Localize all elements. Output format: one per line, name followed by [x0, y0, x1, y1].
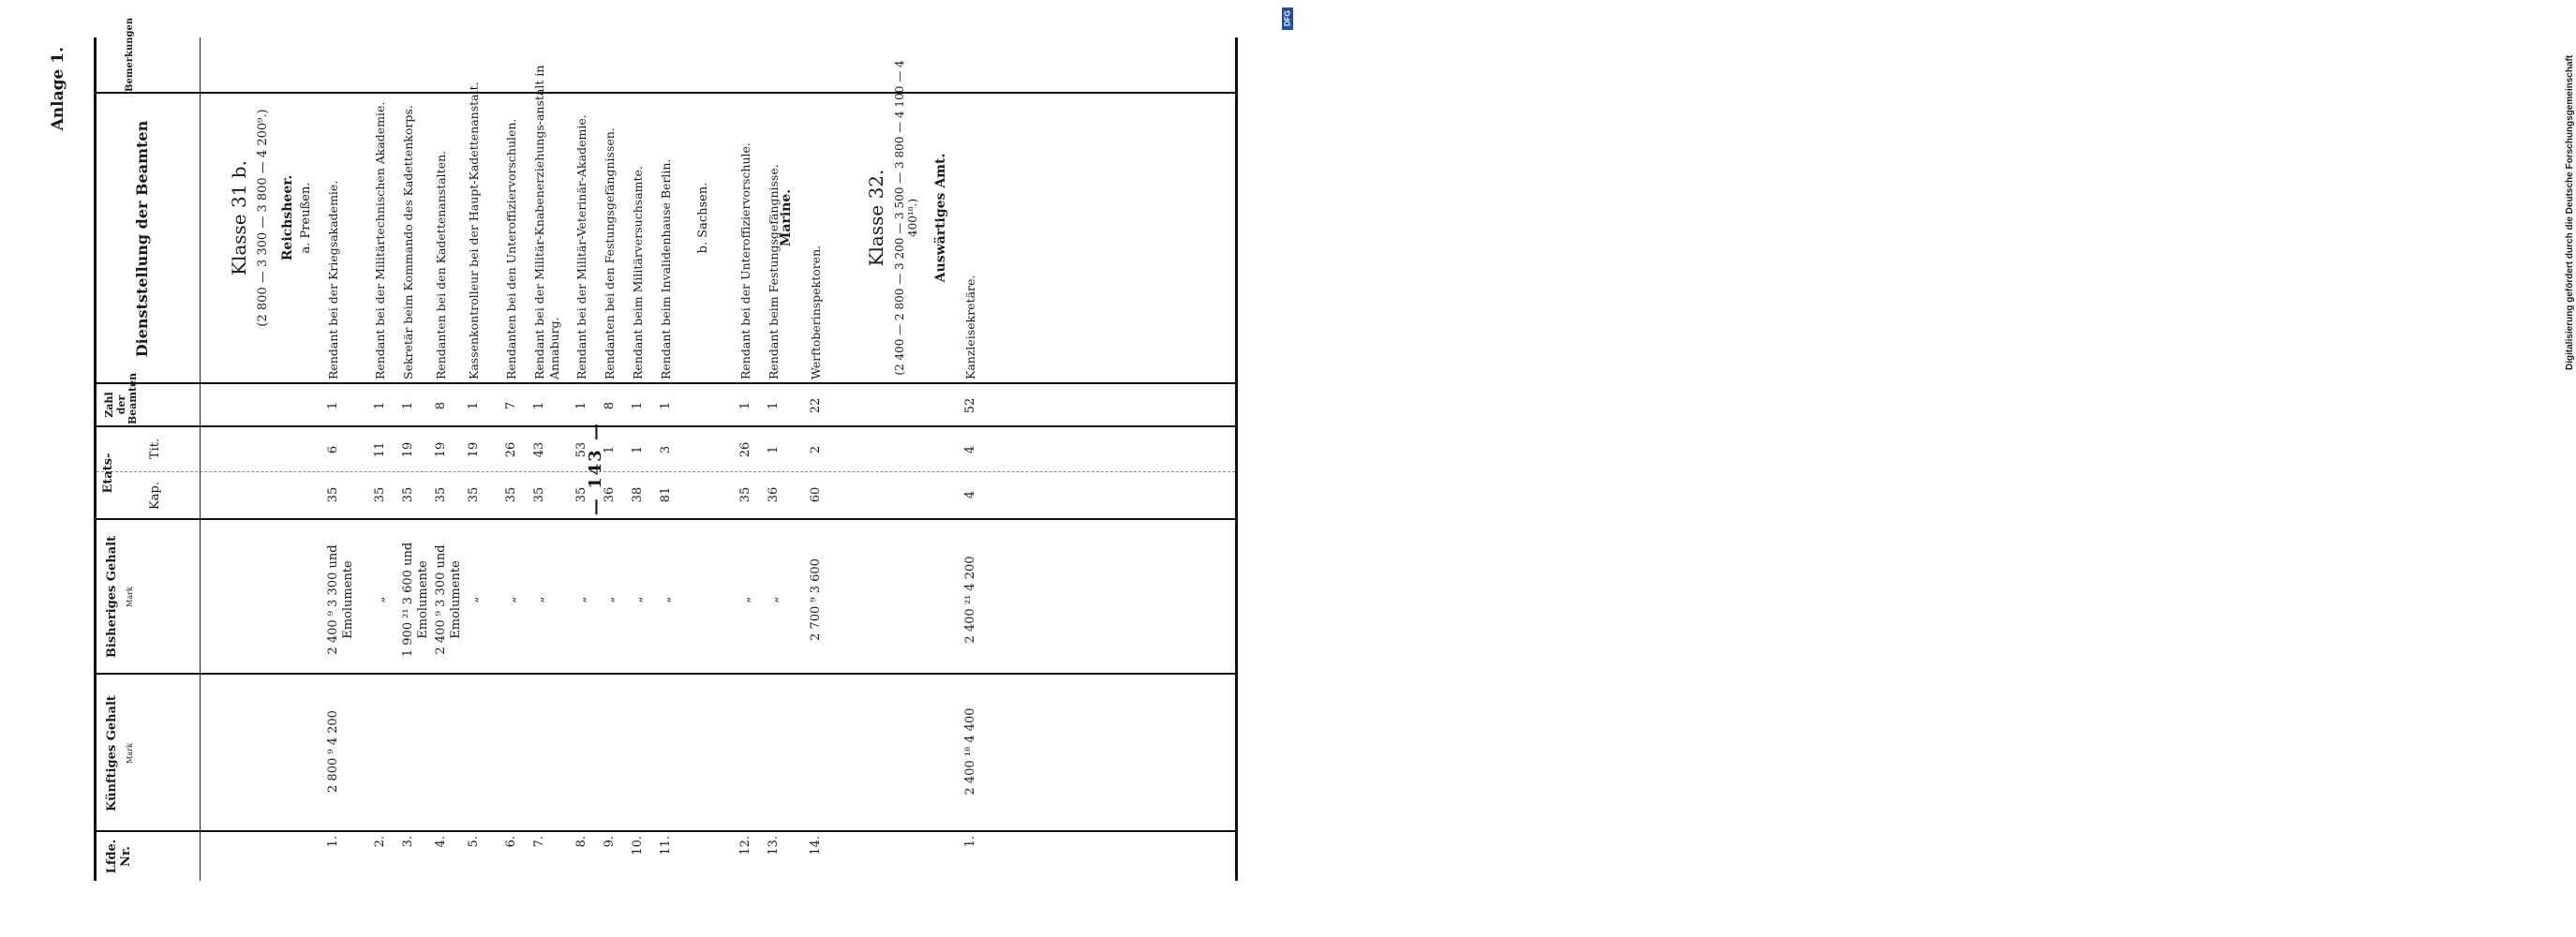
row-kap: 60 — [809, 486, 823, 503]
row-tit: 1 — [603, 445, 617, 454]
row-nr: 13. — [767, 836, 781, 855]
klasse-31b-range: (2 800 — 3 300 — 3 800 — 4 200⁹.) — [256, 109, 270, 327]
row-nr: 8. — [574, 836, 588, 848]
row-kap: 35 — [738, 486, 752, 503]
row-tit: 53 — [574, 441, 588, 458]
table-row — [631, 37, 659, 881]
row-dienststellung: Rendant beim Invalidenhause Berlin. — [659, 158, 673, 379]
row-kap: 35 — [532, 486, 546, 503]
row-kap: 4 — [963, 490, 977, 499]
klasse-32-title: Klasse 32. — [865, 169, 887, 267]
row-nr: 4. — [434, 836, 448, 848]
digitization-notice — [1279, 0, 2575, 937]
row-tit: 1 — [631, 445, 645, 454]
row-zahl: 1 — [767, 401, 781, 410]
row-dienststellung: Rendant beim Festungsgefängnisse. — [767, 164, 781, 379]
row-bisheriges-gehalt: „ — [467, 596, 481, 603]
row-nr: 3. — [401, 836, 415, 848]
row-nr: 12. — [738, 836, 752, 855]
row-nr: 5. — [467, 836, 481, 848]
row-bisheriges-gehalt: 2 700 ⁹ 3 600 — [809, 558, 823, 641]
table-row — [574, 37, 603, 881]
row-zahl: 1 — [373, 401, 387, 410]
table-row — [373, 37, 401, 881]
table-row — [738, 37, 767, 881]
row-kap: 38 — [631, 486, 645, 503]
klasse-31b-title: Klasse 31 b. — [228, 160, 250, 275]
row-nr: 1. — [326, 836, 340, 848]
header-kuenftiges-gehalt — [106, 678, 134, 828]
header-dienststellung: Dienststellung der Beamten — [133, 120, 151, 358]
row-dienststellung: Rendant bei der Unteroffiziervorschule. — [738, 142, 752, 379]
row-kap: 35 — [326, 486, 340, 503]
row-zahl: 22 — [809, 397, 823, 414]
row-dienststellung: Rendanten bei den Kadettenanstalten. — [434, 150, 448, 379]
row-bisheriges-gehalt: „ — [532, 596, 546, 603]
row-dienststellung: Kanzleisekretäre. — [963, 275, 977, 379]
row-dienststellung: Werftoberinspektoren. — [809, 245, 823, 379]
row-zahl: 52 — [963, 397, 977, 414]
row-bisheriges-gehalt: „ — [738, 596, 752, 603]
row-kap: 35 — [373, 486, 387, 503]
preussen-heading: a. Preußen. — [299, 182, 313, 254]
row-zahl: 1 — [574, 401, 588, 410]
table-row — [504, 37, 532, 881]
row-kap: 81 — [659, 486, 673, 503]
row-dienststellung: Kassenkontrolleur bei der Haupt-Kadettenanstalt. — [467, 82, 481, 379]
table-row — [467, 37, 495, 881]
row-zahl: 7 — [504, 401, 518, 410]
table-row — [963, 37, 991, 881]
header-etats: Etats- — [101, 453, 115, 494]
row-zahl: 1 — [659, 401, 673, 410]
header-kap: Kap. — [148, 482, 162, 510]
row-kap: 35 — [467, 486, 481, 503]
table-row — [603, 37, 631, 881]
header-bemerkungen: Bemerkungen — [125, 17, 135, 92]
row-dienststellung: Rendant bei der Kriegsakademie. — [326, 180, 340, 379]
row-kap: 36 — [767, 486, 781, 503]
header-tit: Tit. — [148, 438, 162, 460]
row-zahl: 8 — [434, 401, 448, 410]
row-bisheriges-gehalt: 2 400 ⁹ 3 300 und Emolumente — [326, 544, 355, 655]
row-nr: 9. — [603, 836, 617, 848]
table-row — [401, 37, 429, 881]
row-kap: 35 — [504, 486, 518, 503]
auswaertiges-amt-heading: Auswärtiges Amt. — [933, 153, 948, 283]
row-tit: 1 — [767, 445, 781, 454]
row-zahl: 1 — [401, 401, 415, 410]
table-row — [659, 37, 687, 881]
row-bisheriges-gehalt: 1 900 ²¹ 3 600 und Emolumente — [401, 542, 430, 658]
row-tit: 26 — [738, 441, 752, 458]
row-tit: 3 — [659, 445, 673, 454]
reichsheer-heading: Reichsheer. — [280, 174, 295, 261]
header-bisheriges-gehalt — [106, 523, 134, 671]
sachsen-heading: b. Sachsen. — [696, 182, 710, 254]
row-bisheriges-gehalt: „ — [631, 596, 645, 603]
row-zahl: 1 — [326, 401, 340, 410]
table-row — [809, 37, 837, 881]
row-bisheriges-gehalt: 2 400 ⁹ 3 300 und Emolumente — [434, 544, 463, 655]
row-zahl: 1 — [631, 401, 645, 410]
header-kuenftiges-gehalt-label: Künftiges Gehalt — [105, 695, 119, 811]
row-nr: 2. — [373, 836, 387, 848]
row-bisheriges-gehalt: „ — [767, 596, 781, 603]
dfg-logo: DFG — [1282, 7, 1293, 30]
row-bisheriges-gehalt: „ — [603, 596, 617, 603]
digitization-notice-text: Digitalisierung gefördert durch die Deutsche Forschungsgemeinschaft — [2565, 54, 2575, 370]
row-nr: 11. — [659, 836, 673, 855]
row-kuenftiges-gehalt: 2 800 ⁹ 4 200 — [326, 710, 340, 793]
row-nr: 1. — [963, 836, 977, 848]
row-nr: 10. — [631, 836, 645, 855]
row-dienststellung: Rendanten bei den Festungsgefängnissen. — [603, 127, 617, 379]
row-tit: 11 — [373, 441, 387, 458]
row-dienststellung: Rendant beim Militärversuchsamte. — [631, 166, 645, 379]
header-zahl: Zahl der Beamten — [103, 372, 140, 424]
marine-heading: Marine. — [779, 188, 794, 247]
row-tit: 2 — [809, 445, 823, 454]
row-tit: 4 — [963, 445, 977, 454]
row-tit: 19 — [467, 441, 481, 458]
row-bisheriges-gehalt: „ — [504, 596, 518, 603]
salary-table — [94, 17, 1238, 881]
row-nr: 14. — [809, 836, 823, 855]
header-bisheriges-gehalt-label: Bisheriges Gehalt — [105, 535, 119, 659]
row-kap: 36 — [603, 486, 617, 503]
row-bisheriges-gehalt: „ — [574, 596, 588, 603]
row-zahl: 1 — [738, 401, 752, 410]
table-row — [532, 37, 560, 881]
row-dienststellung: Rendanten bei den Unteroffiziervorschulen. — [504, 118, 518, 379]
row-dienststellung: Rendant bei der Militärtechnischen Akademie. — [373, 101, 387, 379]
row-nr: 7. — [532, 836, 546, 848]
row-nr: 6. — [504, 836, 518, 848]
annex-label: Anlage 1. — [49, 47, 67, 131]
header-nr: Lfde. Nr. — [105, 839, 133, 874]
table-row — [326, 37, 354, 881]
row-tit: 19 — [401, 441, 415, 458]
header-bisheriges-gehalt-unit: Mark — [125, 587, 134, 607]
row-zahl: 8 — [603, 401, 617, 410]
row-tit: 19 — [434, 441, 448, 458]
row-kap: 35 — [401, 486, 415, 503]
row-dienststellung: Rendant bei der Militär-Veterinär-Akademie. — [574, 114, 588, 379]
row-bisheriges-gehalt: „ — [659, 596, 673, 603]
klasse-32-range: (2 400 — 2 800 — 3 200 — 3 500 — 3 800 — 4 100 — 4 400¹⁸.) — [893, 60, 919, 376]
table-row — [434, 37, 462, 881]
row-dienststellung: Sekretär beim Kommando des Kadettenkorps. — [401, 105, 415, 379]
row-kap: 35 — [434, 486, 448, 503]
row-zahl: 1 — [532, 401, 546, 410]
row-kuenftiges-gehalt: 2 400 ¹⁸ 4 400 — [963, 707, 977, 796]
header-kuenftiges-gehalt-unit: Mark — [125, 743, 134, 764]
row-tit: 43 — [532, 441, 546, 458]
row-tit: 6 — [326, 445, 340, 454]
header-rule — [200, 37, 201, 881]
row-dienststellung: Rendant bei der Militär-Knabenerziehungs-anstalt in Annaburg. — [532, 65, 561, 379]
row-bisheriges-gehalt: 2 400 ²¹ 4 200 — [963, 556, 977, 644]
row-tit: 26 — [504, 441, 518, 458]
row-kap: 35 — [574, 486, 588, 503]
row-zahl: 1 — [467, 401, 481, 410]
row-bisheriges-gehalt: „ — [373, 596, 387, 603]
page-number: — 143 — — [586, 421, 605, 516]
